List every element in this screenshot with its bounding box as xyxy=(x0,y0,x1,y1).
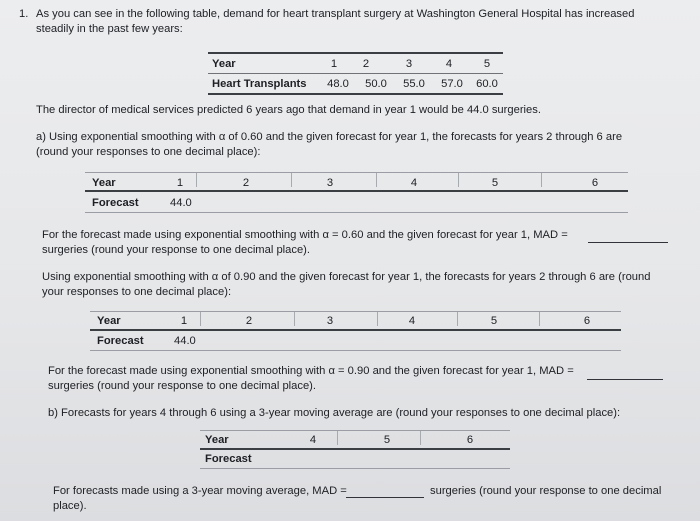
data-table-transplants-label: Heart Transplants xyxy=(212,78,307,90)
table-a2-row-divider xyxy=(90,329,621,331)
table-b-forecast-label: Forecast xyxy=(205,453,252,465)
table-a-row-divider xyxy=(85,190,628,192)
part-a2-line-1: Using exponential smoothing with α of 0.90 and the given forecast for year 1, the forecasts for years 2 through 6 are (round xyxy=(42,271,651,283)
table-b-row-divider xyxy=(200,448,510,450)
intro-line-1: As you can see in the following table, demand for heart transplant surgery at Washington General Hospital has increased xyxy=(36,8,635,20)
part-a2-mad-line-1: For the forecast made using exponential smoothing with α = 0.90 and the given forecast for year 1, MAD = xyxy=(48,365,574,377)
part-a-line-1: a) Using exponential smoothing with α of 0.60 and the given forecast for year 1, the forecasts for years 2 through 6 are xyxy=(36,131,623,143)
table-a2-year-1: 1 xyxy=(180,315,188,327)
part-a-mad-blank[interactable] xyxy=(588,242,668,243)
table-a2-forecast-label: Forecast xyxy=(97,335,144,347)
data-table-transplants-1: 48.0 xyxy=(327,78,349,90)
table-a-year-2: 2 xyxy=(242,177,250,189)
director-statement: The director of medical services predicted 6 years ago that demand in year 1 would be 44.0 surgeries. xyxy=(36,104,541,116)
table-a-year-4: 4 xyxy=(410,177,418,189)
table-a-year-label: Year xyxy=(92,177,116,189)
table-a2-col-divider-4 xyxy=(457,312,458,326)
table-a2-col-divider-5 xyxy=(539,312,540,326)
table-a-col-divider-4 xyxy=(458,173,459,187)
table-a2-year-3: 3 xyxy=(326,315,334,327)
table-a2-year-2: 2 xyxy=(245,315,253,327)
part-b-mad-line-2: place). xyxy=(53,500,87,512)
table-a-year-6: 6 xyxy=(591,177,599,189)
data-table-year-label: Year xyxy=(212,58,236,70)
part-a2-line-2: your responses to one decimal place): xyxy=(42,286,232,298)
data-table-year-2: 2 xyxy=(362,58,370,70)
table-a2-col-divider-2 xyxy=(294,312,295,326)
table-b-year-6: 6 xyxy=(466,434,474,446)
table-b-year-4: 4 xyxy=(309,434,317,446)
data-table-transplants-3: 55.0 xyxy=(403,78,425,90)
data-table-year-3: 3 xyxy=(405,58,413,70)
data-table-year-5: 5 xyxy=(483,58,491,70)
table-a-bottom-border xyxy=(85,212,628,213)
table-b-col-divider-1 xyxy=(337,431,338,445)
table-a2-forecast-1: 44.0 xyxy=(174,335,196,347)
table-a2-year-6: 6 xyxy=(583,315,591,327)
part-a-line-2: (round your responses to one decimal place): xyxy=(36,146,261,158)
table-a-year-1: 1 xyxy=(176,177,184,189)
table-a-forecast-1: 44.0 xyxy=(170,197,192,209)
intro-line-2: steadily in the past few years: xyxy=(36,23,183,35)
part-b-mad-blank[interactable] xyxy=(346,497,424,498)
table-a-col-divider-5 xyxy=(541,173,542,187)
table-a-col-divider-1 xyxy=(196,173,197,187)
table-a2-col-divider-3 xyxy=(377,312,378,326)
data-table-transplants-2: 50.0 xyxy=(365,78,387,90)
table-a2-year-label: Year xyxy=(97,315,121,327)
table-a-col-divider-2 xyxy=(291,173,292,187)
part-a-mad-line-1: For the forecast made using exponential smoothing with α = 0.60 and the given forecast for year 1, MAD = xyxy=(42,229,568,241)
data-table-transplants-4: 57.0 xyxy=(441,78,463,90)
part-b-mad-line-1: For forecasts made using a 3-year moving average, MAD = xyxy=(53,485,347,497)
table-a2-col-divider-1 xyxy=(200,312,201,326)
part-b-mad-right: surgeries (round your response to one decimal xyxy=(430,485,662,497)
table-a-year-5: 5 xyxy=(491,177,499,189)
table-b-year-label: Year xyxy=(205,434,229,446)
data-table-row-divider xyxy=(208,73,503,74)
question-number: 1. xyxy=(19,8,29,20)
data-table-year-4: 4 xyxy=(445,58,453,70)
table-a2-year-4: 4 xyxy=(408,315,416,327)
part-a2-mad-blank[interactable] xyxy=(587,379,663,380)
table-a2-top-border xyxy=(90,311,621,312)
part-a-mad-line-2: surgeries (round your response to one decimal place). xyxy=(42,244,311,256)
table-b-year-5: 5 xyxy=(383,434,391,446)
table-b-col-divider-2 xyxy=(420,431,421,445)
data-table-bottom-border xyxy=(208,93,503,95)
part-a2-mad-line-2: surgeries (round your response to one decimal place). xyxy=(48,380,317,392)
table-b-bottom-border xyxy=(200,468,510,469)
part-b-line-1: b) Forecasts for years 4 through 6 using a 3-year moving average are (round your responses to one decimal place): xyxy=(48,407,621,419)
table-a-year-3: 3 xyxy=(326,177,334,189)
data-table-year-1: 1 xyxy=(330,58,338,70)
table-a2-bottom-border xyxy=(90,350,621,351)
table-a2-year-5: 5 xyxy=(490,315,498,327)
data-table-transplants-5: 60.0 xyxy=(476,78,498,90)
table-a-top-border xyxy=(85,172,628,173)
data-table-top-border xyxy=(208,52,503,54)
table-a-col-divider-3 xyxy=(376,173,377,187)
table-b-top-border xyxy=(200,430,510,431)
table-a-forecast-label: Forecast xyxy=(92,197,139,209)
